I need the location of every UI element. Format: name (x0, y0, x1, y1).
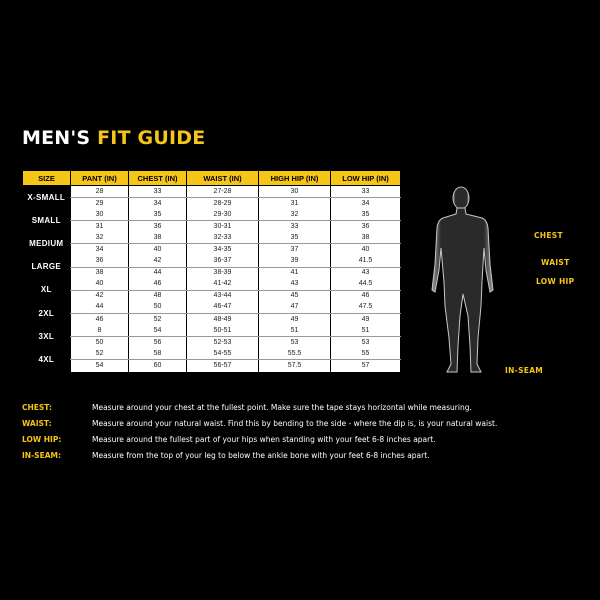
size-table (22, 170, 401, 372)
pant-cell: 38 (71, 267, 129, 279)
high-hip-cell: 47 (259, 302, 331, 314)
chest-cell: 52 (129, 314, 187, 326)
low-hip-cell: 34 (331, 198, 401, 210)
waist-cell: 46-47 (187, 302, 259, 314)
pant-cell: 29 (71, 198, 129, 210)
size-label: 4XL (23, 348, 71, 371)
waist-cell: 50-51 (187, 325, 259, 337)
definition-chest (22, 403, 582, 413)
size-label: MEDIUM (23, 232, 71, 255)
low-hip-cell: 38 (331, 232, 401, 244)
definition-term: LOW HIP: (22, 435, 62, 444)
table-row (23, 348, 401, 360)
waist-cell: 34-35 (187, 244, 259, 256)
waist-cell: 54-55 (187, 348, 259, 360)
chest-cell: 38 (129, 232, 187, 244)
table-row (23, 337, 401, 349)
waist-cell: 27-28 (187, 186, 259, 198)
header-low-hip: LOW HIP (IN) (331, 171, 401, 186)
high-hip-cell: 49 (259, 314, 331, 326)
high-hip-cell: 32 (259, 209, 331, 221)
chest-cell: 58 (129, 348, 187, 360)
pant-cell: 44 (71, 302, 129, 314)
table-row (23, 325, 401, 337)
pant-cell: 50 (71, 337, 129, 349)
in-seam-label: IN-SEAM (505, 366, 544, 375)
low-hip-label: LOW HIP (536, 277, 575, 286)
chest-label: CHEST (534, 231, 563, 240)
high-hip-cell: 55.5 (259, 348, 331, 360)
table-row (23, 360, 401, 372)
table-row (23, 302, 401, 314)
size-label: 3XL (23, 325, 71, 348)
high-hip-cell: 43 (259, 279, 331, 291)
high-hip-cell: 57.5 (259, 360, 331, 372)
waist-cell: 48-49 (187, 314, 259, 326)
pant-cell: 42 (71, 290, 129, 302)
table-row (23, 186, 401, 198)
body-silhouette-icon (424, 186, 514, 378)
high-hip-cell: 37 (259, 244, 331, 256)
pant-cell: 46 (71, 314, 129, 326)
chest-cell: 36 (129, 221, 187, 233)
header-high-hip: HIGH HIP (IN) (259, 171, 331, 186)
waist-label: WAIST (541, 258, 570, 267)
waist-cell: 38-39 (187, 267, 259, 279)
pant-cell: 52 (71, 348, 129, 360)
low-hip-cell: 46 (331, 290, 401, 302)
definition-text: Measure around your natural waist. Find this by bending to the side - where the dip is, is your natural waist. (92, 419, 498, 428)
chest-cell: 42 (129, 256, 187, 268)
chest-cell: 35 (129, 209, 187, 221)
low-hip-cell: 33 (331, 186, 401, 198)
low-hip-cell: 41.5 (331, 256, 401, 268)
header-pant: PANT (IN) (71, 171, 129, 186)
pant-cell: 40 (71, 279, 129, 291)
low-hip-cell: 57 (331, 360, 401, 372)
chest-cell: 44 (129, 267, 187, 279)
low-hip-cell: 53 (331, 337, 401, 349)
pant-cell: 28 (71, 186, 129, 198)
chest-cell: 33 (129, 186, 187, 198)
chest-cell: 48 (129, 290, 187, 302)
table-row (23, 232, 401, 244)
definition-term: WAIST: (22, 419, 52, 428)
high-hip-cell: 53 (259, 337, 331, 349)
high-hip-cell: 51 (259, 325, 331, 337)
size-label: X-SMALL (23, 186, 71, 210)
high-hip-cell: 41 (259, 267, 331, 279)
title-part-mens: MEN'S (22, 127, 91, 149)
high-hip-cell: 35 (259, 232, 331, 244)
definition-term: CHEST: (22, 403, 53, 412)
pant-cell: 31 (71, 221, 129, 233)
size-label: LARGE (23, 256, 71, 279)
definition-low-hip (22, 435, 582, 445)
low-hip-cell: 47.5 (331, 302, 401, 314)
page-title (22, 127, 205, 149)
waist-cell: 43-44 (187, 290, 259, 302)
pant-cell: 34 (71, 244, 129, 256)
header-waist: WAIST (IN) (187, 171, 259, 186)
size-label: 2XL (23, 302, 71, 325)
table-row (23, 244, 401, 256)
definition-term: IN-SEAM: (22, 451, 61, 460)
chest-cell: 50 (129, 302, 187, 314)
low-hip-cell: 51 (331, 325, 401, 337)
pant-cell: 36 (71, 256, 129, 268)
table-header-row (23, 171, 401, 186)
pant-cell: 30 (71, 209, 129, 221)
high-hip-cell: 30 (259, 186, 331, 198)
title-part-fit-guide: FIT GUIDE (97, 127, 206, 149)
chest-cell: 54 (129, 325, 187, 337)
high-hip-cell: 31 (259, 198, 331, 210)
table-row (23, 290, 401, 302)
waist-cell: 36-37 (187, 256, 259, 268)
definition-text: Measure around the fullest part of your hips when standing with your feet 6-8 inches apart. (92, 435, 436, 444)
high-hip-cell: 45 (259, 290, 331, 302)
definition-text: Measure from the top of your leg to below the ankle bone with your feet 6-8 inches apart. (92, 451, 430, 460)
waist-cell: 56-57 (187, 360, 259, 372)
low-hip-cell: 43 (331, 267, 401, 279)
definition-in-seam (22, 451, 582, 461)
chest-cell: 40 (129, 244, 187, 256)
low-hip-cell: 36 (331, 221, 401, 233)
waist-cell: 52-53 (187, 337, 259, 349)
size-label: XL (23, 279, 71, 302)
table-row (23, 256, 401, 268)
table-row (23, 279, 401, 291)
table-row (23, 198, 401, 210)
chest-cell: 56 (129, 337, 187, 349)
low-hip-cell: 40 (331, 244, 401, 256)
low-hip-cell: 49 (331, 314, 401, 326)
header-chest: CHEST (IN) (129, 171, 187, 186)
table-row (23, 267, 401, 279)
table-row (23, 209, 401, 221)
definition-waist (22, 419, 582, 429)
high-hip-cell: 33 (259, 221, 331, 233)
waist-cell: 32-33 (187, 232, 259, 244)
definition-text: Measure around your chest at the fullest point. Make sure the tape stays horizontal while measuring. (92, 403, 472, 412)
low-hip-cell: 55 (331, 348, 401, 360)
measurement-definitions (22, 403, 582, 467)
table-row (23, 221, 401, 233)
table-row (23, 314, 401, 326)
waist-cell: 28-29 (187, 198, 259, 210)
pant-cell: 54 (71, 360, 129, 372)
waist-cell: 30-31 (187, 221, 259, 233)
pant-cell: 8 (71, 325, 129, 337)
chest-cell: 46 (129, 279, 187, 291)
low-hip-cell: 44.5 (331, 279, 401, 291)
chest-cell: 60 (129, 360, 187, 372)
header-size: SIZE (23, 171, 71, 186)
table-body (23, 186, 401, 372)
pant-cell: 32 (71, 232, 129, 244)
chest-cell: 34 (129, 198, 187, 210)
waist-cell: 29-30 (187, 209, 259, 221)
low-hip-cell: 35 (331, 209, 401, 221)
waist-cell: 41-42 (187, 279, 259, 291)
high-hip-cell: 39 (259, 256, 331, 268)
size-label: SMALL (23, 209, 71, 232)
